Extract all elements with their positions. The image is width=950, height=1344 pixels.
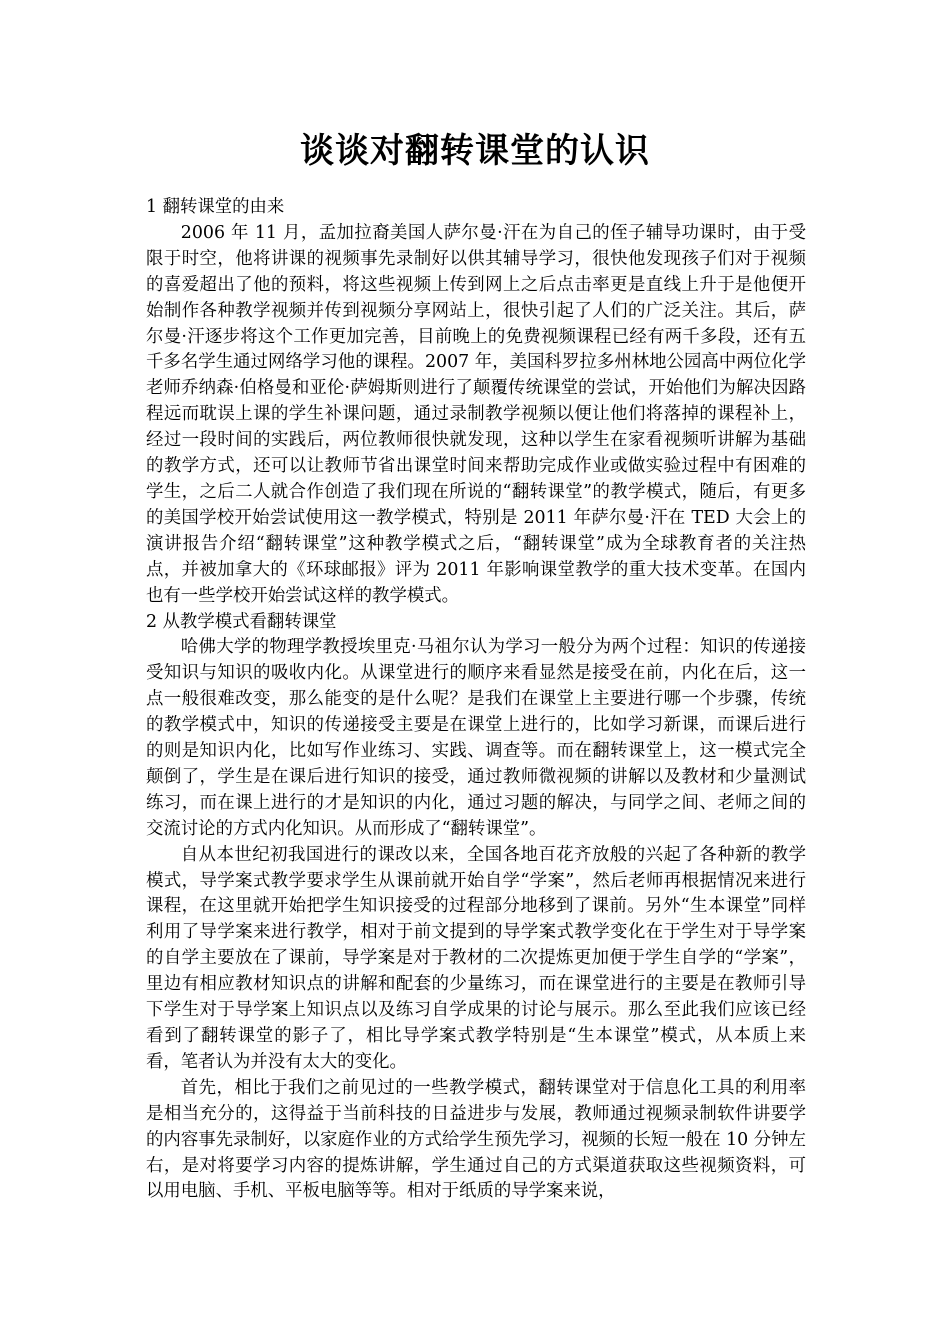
paragraph-two-processes: 哈佛大学的物理学教授埃里克·马祖尔认为学习一般分为两个过程：知识的传递接受知识与知识的吸收内化。从课堂进行的顺序来看显然是接受在前，内化在后，这一点一般很难改变，那么能变的是什么呢？是我们在课堂上主要进行哪一个步骤，传统的教学模式中，知识的传递接受主要是在课堂上进行的，比如学习新课，而课后进行的则是知识内化，比如写作业练习、实践、调查等。而在翻转课堂上，这一模式完全颠倒了，学生是在课后进行知识的接受，通过教师微视频的讲解以及教材和少量测试练习，而在课上进行的才是知识的内化，通过习题的解决，与同学之间、老师之间的交流讨论的方式内化知识。从而形成了“翻转课堂”。 <box>146 637 806 839</box>
document-body <box>146 195 806 1205</box>
document-title: 谈谈对翻转课堂的认识 <box>300 131 650 171</box>
paragraph-curriculum-reform: 自从本世纪初我国进行的课改以来，全国各地百花齐放般的兴起了各种新的教学模式，导学案式教学要求学生从课前就开始自学“学案”，然后老师再根据情况来进行课程，在这里就开始把学生知识接受的过程部分地移到了课前。另外“生本课堂”同样利用了导学案来进行教学，相对于前文提到的导学案式教学变化在于学生对于导学案的自学主要放在了课前，导学案是对于教材的二次提炼更加便于学生自学的“学案”，里边有相应教材知识点的讲解和配套的少量练习，而在课堂进行的主要是在教师引导下学生对于导学案上知识点以及练习自学成果的讨论与展示。那么至此我们应该已经看到了翻转课堂的影子了，相比导学案式教学特别是“生本课堂”模式，从本质上来看，笔者认为并没有太大的变化。 <box>146 844 806 1072</box>
paragraph-first-point: 首先，相比于我们之前见过的一些教学模式，翻转课堂对于信息化工具的利用率是相当充分的，这得益于当前科技的日益进步与发展，教师通过视频录制软件讲要学的内容事先录制好，以家庭作业的方式给学生预先学习，视频的长短一般在 10 分钟左右，是对将要学习内容的提炼讲解，学生通过自己的方式渠道获取这些视频资料，可以用电脑、手机、平板电脑等等。相对于纸质的导学案来说， <box>146 1077 806 1202</box>
paragraph-origin: 2006 年 11 月，孟加拉裔美国人萨尔曼·汗在为自己的侄子辅导功课时，由于受限于时空，他将讲课的视频事先录制好以供其辅导学习，很快他发现孩子们对于视频的喜爱超出了他的预料，将这些视频上传到网上之后点击率更是直线上升于是他便开始制作各种教学视频并传到视频分享网站上，很快引起了人们的广泛关注。其后，萨尔曼·汗逐步将这个工作更加完善，目前晚上的免费视频课程已经有两千多段，还有五千多名学生通过网络学习他的课程。2007 年，美国科罗拉多州林地公园高中两位化学老师乔纳森·伯格曼和亚伦·萨姆斯则进行了颠覆传统课堂的尝试，开始他们为解决因路程远而耽误上课的学生补课问题，通过录制教学视频以便让他们将落掉的课程补上，经过一段时间的实践后，两位教师很快就发现，这种以学生在家看视频听讲解为基础的教学方式，还可以让教师节省出课堂时间来帮助完成作业或做实验过程中有困难的学生，之后二人就合作创造了我们现在所说的“翻转课堂”的教学模式，随后，有更多的美国学校开始尝试使用这一教学模式，特别是 2011 年萨尔曼·汗在 TED 大会上的演讲报告介绍“翻转课堂”这种教学模式之后，“翻转课堂”成为全球教育者的关注热点，并被加拿大的《环球邮报》评为 2011 年影响课堂教学的重大技术变革。在国内也有一些学校开始尝试这样的教学模式。 <box>146 222 806 606</box>
section-heading-teaching-model: 2 从教学模式看翻转课堂 <box>146 611 337 632</box>
section-heading-origin: 1 翻转课堂的由来 <box>146 197 285 217</box>
